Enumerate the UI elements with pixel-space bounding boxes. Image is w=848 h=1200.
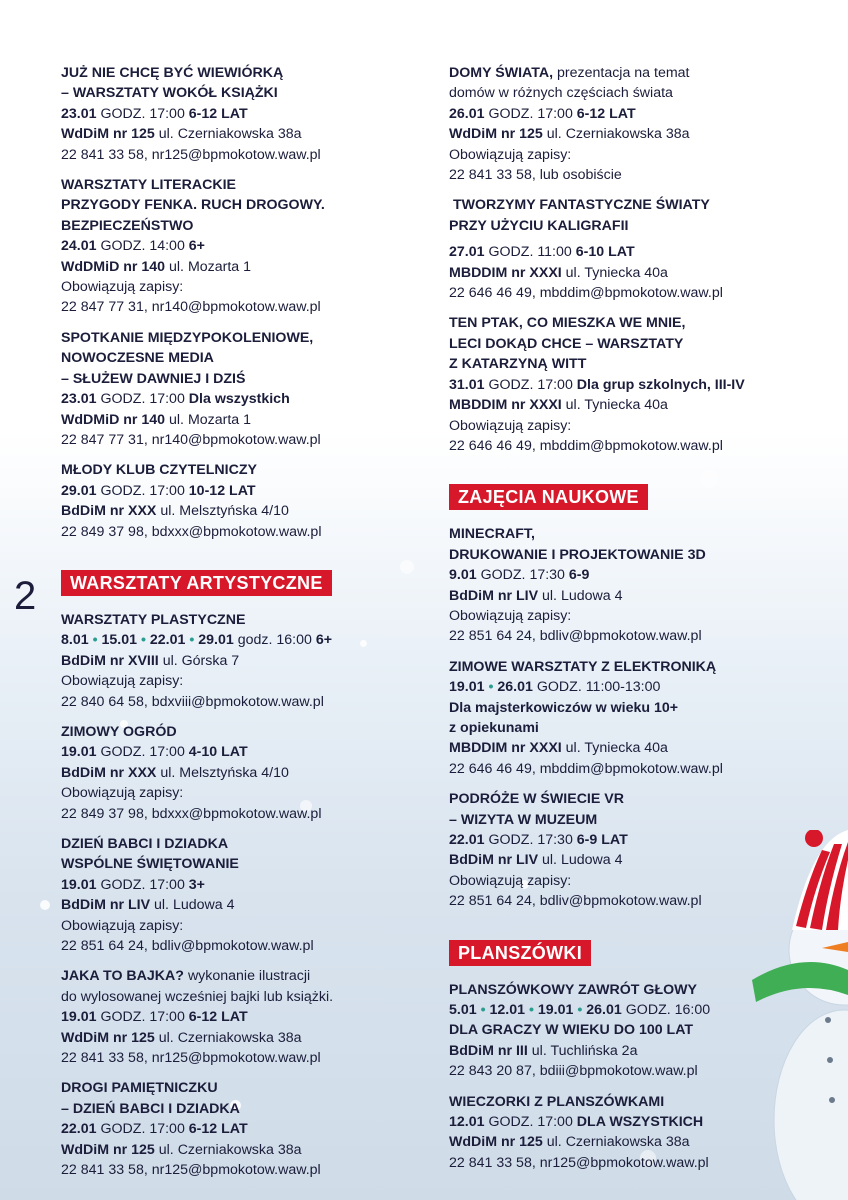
section-heading-science: ZAJĘCIA NAUKOWE <box>449 484 648 510</box>
event <box>61 722 426 824</box>
event-audience: 6-12 LAT <box>576 105 636 122</box>
event-address: ul. Melsztyńska 4/10 <box>160 764 289 781</box>
event-time: GODZ. 17:00 <box>100 391 185 408</box>
event <box>449 63 829 185</box>
event-audience: 6-9 <box>568 567 590 584</box>
event-time: GODZ. 17:00 <box>488 376 573 393</box>
event-contact: 22 849 37 98, bdxxx@bpmokotow.waw.pl <box>61 523 322 540</box>
event-contact: 22 841 33 58, lub osobiście <box>449 167 622 184</box>
event-address: ul. Czerniakowska 38a <box>546 126 690 143</box>
event-note: Obowiązują zapisy: <box>449 872 572 889</box>
event-title: WARSZTATY LITERACKIE <box>61 177 236 194</box>
event-address: ul. Tyniecka 40a <box>565 397 668 414</box>
event-title: PRZYGODY FENKA. RUCH DROGOWY. <box>61 197 325 214</box>
left-column <box>61 63 426 1191</box>
event-title: PLANSZÓWKOWY ZAWRÓT GŁOWY <box>449 981 697 998</box>
event-audience: Dla wszystkich <box>188 391 290 408</box>
event <box>61 63 426 165</box>
event-date: 29.01 <box>61 482 97 499</box>
event-date: 19.01 <box>61 876 97 893</box>
event-title: DRUKOWANIE I PROJEKTOWANIE 3D <box>449 546 706 563</box>
event-address: ul. Ludowa 4 <box>542 587 623 604</box>
event-contact: 22 843 20 87, bdiii@bpmokotow.waw.pl <box>449 1063 698 1080</box>
event-venue: WdDiM nr 125 <box>61 1141 155 1158</box>
event-time: GODZ. 11:00-13:00 <box>536 679 661 696</box>
event-venue: BdDiM nr III <box>449 1042 528 1059</box>
event-note: Obowiązują zapisy: <box>449 417 572 434</box>
event-contact: 22 847 77 31, nr140@bpmokotow.waw.pl <box>61 299 321 316</box>
event-title: – WIZYTA W MUZEUM <box>449 811 598 828</box>
event-title: – SŁUŻEW DAWNIEJ I DZIŚ <box>61 370 246 387</box>
event-title: WIECZORKI Z PLANSZÓWKAMI <box>449 1093 665 1110</box>
event-title: ZIMOWY OGRÓD <box>61 723 177 740</box>
event-note: Obowiązują zapisy: <box>61 785 184 802</box>
event-audience: 10-12 LAT <box>188 482 256 499</box>
event <box>449 313 829 456</box>
event-audience: 6-9 LAT <box>576 832 628 848</box>
event-venue: WdDMiD nr 140 <box>61 258 166 275</box>
event-title: LECI DOKĄD CHCE – WARSZTATY <box>449 335 684 352</box>
event-audience: 6-12 LAT <box>188 1009 248 1026</box>
event-contact: 22 646 46 49, mbddim@bpmokotow.waw.pl <box>449 437 723 454</box>
event-venue: BdDiM nr XVIII <box>61 652 159 669</box>
event-date: 8.01 <box>61 632 89 649</box>
event-date: 26.01 <box>497 679 533 696</box>
event-time: GODZ. 11:00 <box>488 244 572 261</box>
event-audience: Dla grup szkolnych, III-IV <box>576 376 745 393</box>
event-audience: DLA WSZYSTKICH <box>576 1114 704 1131</box>
event-date: 19.01 <box>61 1009 97 1026</box>
event-time: GODZ. 17:00 <box>100 876 185 893</box>
event-contact: 22 851 64 24, bdliv@bpmokotow.waw.pl <box>449 628 702 645</box>
event-audience: 4-10 LAT <box>188 744 248 761</box>
event-audience: 6+ <box>315 632 333 649</box>
page-number: 2 <box>14 574 37 618</box>
event-address: ul. Ludowa 4 <box>542 852 623 869</box>
event-date: 9.01 <box>449 567 477 584</box>
section-heading-boardgames: PLANSZÓWKI <box>449 940 591 966</box>
event-title: DROGI PAMIĘTNICZKU <box>61 1080 218 1097</box>
event-date: 19.01 <box>449 679 485 696</box>
event-time: GODZ. 17:00 <box>488 1114 573 1131</box>
event-date: 12.01 <box>489 1002 526 1019</box>
event-address: ul. Melsztyńska 4/10 <box>160 503 289 520</box>
event-address: ul. Górska 7 <box>162 652 240 669</box>
event-venue: BdDiM nr LIV <box>449 587 539 604</box>
event-contact: 22 841 33 58, nr125@bpmokotow.waw.pl <box>61 1162 321 1179</box>
event-contact: 22 841 33 58, nr125@bpmokotow.waw.pl <box>61 1050 321 1067</box>
event-address: ul. Tuchlińska 2a <box>531 1042 638 1059</box>
event-note: Obowiązują zapisy: <box>449 607 572 624</box>
event-venue: WdDMiD nr 140 <box>61 411 166 428</box>
event-title: TEN PTAK, CO MIESZKA WE MNIE, <box>449 315 686 332</box>
event-contact: 22 841 33 58, nr125@bpmokotow.waw.pl <box>449 1154 709 1171</box>
event-date: 24.01 <box>61 238 97 255</box>
event-title: DOMY ŚWIATA, <box>449 65 554 81</box>
event-time: GODZ. 16:00 <box>625 1002 711 1019</box>
event-venue: MBDDIM nr XXXI <box>449 740 562 757</box>
event-title: DZIEŃ BABCI I DZIADKA <box>61 836 229 852</box>
event-title: JAKA TO BAJKA? <box>61 968 184 985</box>
event-time: GODZ. 17:00 <box>100 744 185 761</box>
event-time: GODZ. 17:00 <box>100 1121 185 1138</box>
event-date: 31.01 <box>449 376 485 393</box>
event-venue: WdDiM nr 125 <box>61 1029 155 1046</box>
event <box>449 1092 829 1174</box>
event-title: Z KATARZYNĄ WITT <box>449 356 587 373</box>
event-date: 26.01 <box>449 105 485 122</box>
event <box>449 195 829 303</box>
event-venue: BdDiM nr LIV <box>449 852 539 869</box>
event-date: 22.01 <box>449 832 485 848</box>
event-title: WARSZTATY PLASTYCZNE <box>61 611 246 628</box>
event-venue: WdDiM nr 125 <box>449 126 543 143</box>
event-note: Obowiązują zapisy: <box>449 146 572 163</box>
event-title: ZIMOWE WARSZTATY Z ELEKTRONIKĄ <box>449 658 717 675</box>
event-venue: BdDiM nr XXX <box>61 503 157 520</box>
event-address: ul. Mozarta 1 <box>169 411 252 428</box>
event-venue: WdDiM nr 125 <box>61 126 155 143</box>
event-date: 23.01 <box>61 105 97 122</box>
event <box>61 175 426 318</box>
event-time: GODZ. 17:00 <box>100 482 185 499</box>
event-venue: MBDDIM nr XXXI <box>449 264 562 281</box>
event-title: BEZPIECZEŃSTWO <box>61 217 194 234</box>
event-address: ul. Tyniecka 40a <box>565 264 668 281</box>
event-address: ul. Czerniakowska 38a <box>158 1141 302 1158</box>
event-title: MŁODY KLUB CZYTELNICZY <box>61 462 257 479</box>
event-title: – WARSZTATY WOKÓŁ KSIĄŻKI <box>61 85 278 102</box>
event-title: PODRÓŻE W ŚWIECIE VR <box>449 791 624 808</box>
event-venue: BdDiM nr LIV <box>61 897 151 914</box>
event-title: MINECRAFT, <box>449 526 535 543</box>
event <box>61 834 426 956</box>
event-date: 12.01 <box>449 1114 485 1131</box>
event-title: – DZIEŃ BABCI I DZIADKA <box>61 1100 240 1117</box>
event-title: SPOTKANIE MIĘDZYPOKOLENIOWE, <box>61 329 314 346</box>
event-date: 29.01 <box>198 632 234 649</box>
event-address: ul. Mozarta 1 <box>169 258 252 275</box>
event-address: ul. Czerniakowska 38a <box>158 1029 302 1046</box>
event-address: ul. Ludowa 4 <box>154 897 235 914</box>
event-title-description: do wylosowanej wcześniej bajki lub książki. <box>61 988 334 1005</box>
event-date: 19.01 <box>537 1002 574 1019</box>
event <box>61 328 426 450</box>
event: WARSZTATY PLASTYCZNE 8.01 • 15.01 • 22.01 • 29.01 godz. 16:00 6+ BdDiM nr XVIII ul. Górska 7 Obowiązują zapisy: 22 840 64 58, bdxviii@bpmokotow.waw.pl <box>61 610 426 712</box>
event <box>61 1078 426 1180</box>
event-contact: 22 646 46 49, mbddim@bpmokotow.waw.pl <box>449 760 723 777</box>
event-time: GODZ. 17:30 <box>480 567 565 584</box>
event-address: ul. Czerniakowska 38a <box>158 126 302 143</box>
event-title: JUŻ NIE CHCĘ BYĆ WIEWIÓRKĄ <box>61 65 284 81</box>
event: PLANSZÓWKOWY ZAWRÓT GŁOWY 5.01 • 12.01 • 19.01 • 26.01 GODZ. 16:00 DLA GRACZY W WIEKU DO 100 LAT BdDiM nr III ul. Tuchlińska 2a 22 843 20 87, bdiii@bpmokotow.waw.pl <box>449 980 829 1082</box>
event-audience: 6+ <box>188 238 205 255</box>
event-date: 22.01 <box>61 1121 97 1138</box>
event-venue: WdDiM nr 125 <box>449 1134 543 1151</box>
event-audience: z opiekunami <box>449 719 539 736</box>
event-note: Obowiązują zapisy: <box>61 673 184 690</box>
event-address: ul. Tyniecka 40a <box>565 740 668 757</box>
event-date: 27.01 <box>449 244 485 261</box>
event-time: GODZ. 17:00 <box>488 105 573 122</box>
event <box>449 524 829 646</box>
event-date: 23.01 <box>61 391 97 408</box>
event-contact: 22 646 46 49, mbddim@bpmokotow.waw.pl <box>449 285 723 302</box>
event-audience: 6-12 LAT <box>188 105 248 122</box>
event <box>61 460 426 542</box>
event-date: 26.01 <box>586 1002 622 1019</box>
event-contact: 22 840 64 58, bdxviii@bpmokotow.waw.pl <box>61 693 324 710</box>
event-title: TWORZYMY FANTASTYCZNE ŚWIATY <box>449 197 710 214</box>
event-date: 15.01 <box>101 632 138 649</box>
event-time: GODZ. 14:00 <box>100 238 185 255</box>
event-title-description: domów w różnych częściach świata <box>449 85 673 102</box>
event-contact: 22 849 37 98, bdxxx@bpmokotow.waw.pl <box>61 805 322 822</box>
event-time: GODZ. 17:30 <box>488 832 573 848</box>
event-venue: BdDiM nr XXX <box>61 764 157 781</box>
event-title-description: wykonanie ilustracji <box>187 968 311 985</box>
event-contact: 22 841 33 58, nr125@bpmokotow.waw.pl <box>61 146 321 163</box>
event-audience: 6-12 LAT <box>188 1121 248 1138</box>
event-contact: 22 851 64 24, bdliv@bpmokotow.waw.pl <box>449 893 702 910</box>
event-time: GODZ. 17:00 <box>100 1009 185 1026</box>
event-venue: MBDDIM nr XXXI <box>449 397 562 414</box>
event-time: GODZ. 17:00 <box>100 105 185 122</box>
event-contact: 22 847 77 31, nr140@bpmokotow.waw.pl <box>61 431 321 448</box>
event-title: NOWOCZESNE MEDIA <box>61 350 214 367</box>
event-note: Obowiązują zapisy: <box>61 917 184 934</box>
event: ZIMOWE WARSZTATY Z ELEKTRONIKĄ 19.01 • 26.01 GODZ. 11:00-13:00 Dla majsterkowiczów w wieku 10+ z opiekunami MBDDIM nr XXXI ul. Tyniecka 40a 22 646 46 49, mbddim@bpmokotow.waw.pl <box>449 657 829 779</box>
event-date: 19.01 <box>61 744 97 761</box>
event-audience: 6-10 LAT <box>575 244 635 261</box>
event-address: ul. Czerniakowska 38a <box>546 1134 690 1151</box>
event-audience: DLA GRACZY W WIEKU DO 100 LAT <box>449 1022 694 1039</box>
event <box>61 966 426 1068</box>
event-audience: 3+ <box>188 876 205 893</box>
event-date: 5.01 <box>449 1002 477 1019</box>
event-contact: 22 851 64 24, bdliv@bpmokotow.waw.pl <box>61 938 314 955</box>
event-date: 22.01 <box>149 632 186 649</box>
event-note: Obowiązują zapisy: <box>61 279 184 296</box>
event <box>449 789 829 911</box>
right-column <box>449 63 829 1183</box>
event-title: WSPÓLNE ŚWIĘTOWANIE <box>61 856 239 873</box>
event-title: PRZY UŻYCIU KALIGRAFII <box>449 217 629 234</box>
event-time: godz. 16:00 <box>237 632 312 649</box>
event-audience: Dla majsterkowiczów w wieku 10+ <box>449 699 679 716</box>
event-title-description: prezentacja na temat <box>557 65 690 81</box>
section-heading-artistic: WARSZTATY ARTYSTYCZNE <box>61 570 332 596</box>
